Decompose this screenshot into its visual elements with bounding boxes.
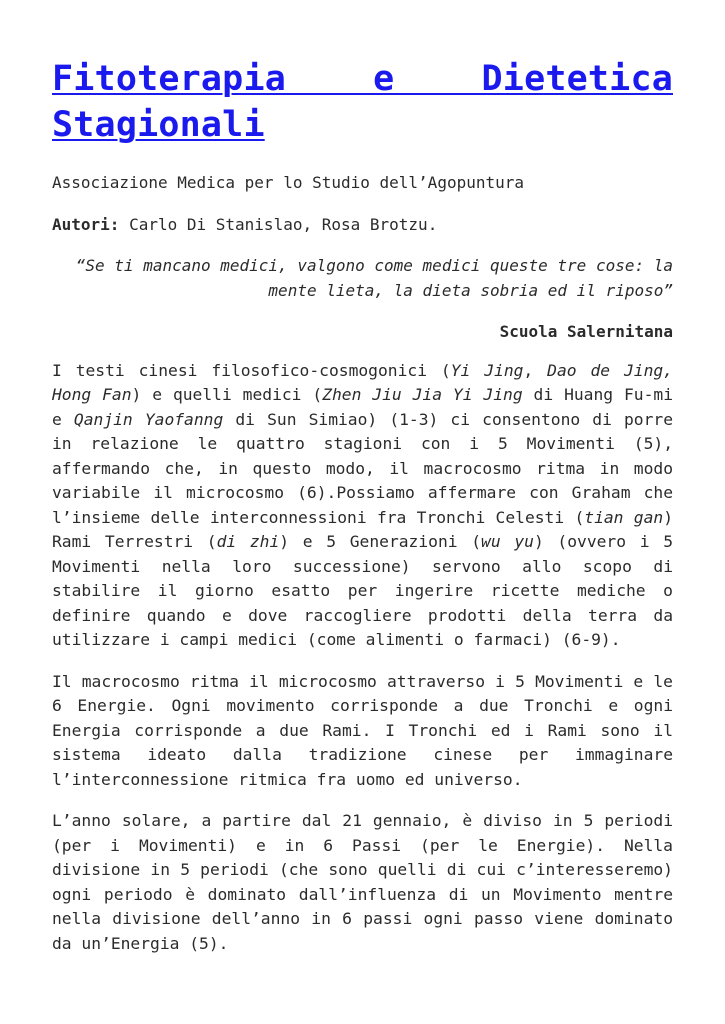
italic-term: wu yu (481, 532, 534, 551)
text-run: I testi cinesi filosofico-cosmogonici ( (52, 360, 451, 380)
text-run: ) (ovvero i 5 Movimenti nella loro successione) servono allo scopo di stabilire il giorno esatto per ingerire ricette mediche o definire quando e dove raccogliere prodotti della terra da utilizzare i campi medici (come alimenti o farmaci) (6-9). (52, 532, 673, 649)
text-run: ) e quelli medici ( (131, 385, 323, 404)
quote-line-1: “Se ti mancano medici, valgono come medici queste tre cose: la (75, 256, 673, 275)
quote-line-2: mente lieta, la dieta sobria ed il riposo” (268, 280, 673, 300)
organization-line: Associazione Medica per lo Studio dell’Agopuntura (52, 173, 525, 192)
epigraph-quote (52, 254, 673, 303)
authors-names: Carlo Di Stanislao, Rosa Brotzu. (119, 214, 438, 234)
title-link[interactable]: Fitoterapia e Dietetica Stagionali (52, 59, 673, 145)
text-run: di Sun Simiao) (1-3) ci consentono di porre in relazione le quattro stagioni con i 5 Movimenti (5), affermando che, in questo modo, il macrocosmo ritma in modo variabile il microcosmo (6).Possiamo affermare con Graham che l’insieme delle interconnessioni fra Tronchi Celesti ( (52, 409, 673, 527)
italic-term: di zhi (216, 532, 280, 551)
italic-term: Zhen Jiu Jia Yi Jing (322, 385, 523, 404)
body-paragraph-3: L’anno solare, a partire dal 21 gennaio, è diviso in 5 periodi (per i Movimenti) e in 6 Passi (per le Energie). Nella divisione in 5 periodi (che sono quelli di cui c’interesseremo) ogni periodo è dominato dall’influenza di un Movimento mentre nella divisione dell’anno in 6 passi ogni passo viene dominato da un’Energia (5). (52, 811, 673, 953)
italic-term: Dao de Jing, Hong Fan (52, 360, 673, 404)
body-paragraph-2: Il macrocosmo ritma il microcosmo attraverso i 5 Movimenti e le 6 Energie. Ogni movimento corrisponde a due Tronchi e ogni Energia corrisponde a due Rami. I Tronchi ed i Rami sono il sistema ideato dalla tradizione cinese per immaginare l’interconnessione ritmica fra uomo ed universo. (52, 671, 673, 789)
text-run: ) e 5 Generazioni ( (279, 532, 482, 551)
quote-source: Scuola Salernitana (499, 322, 673, 341)
italic-term: Yi Jing (450, 360, 524, 380)
body-paragraph-1 (52, 359, 673, 653)
authors-label: Autori: (52, 214, 120, 234)
page-title (52, 56, 673, 148)
text-run: ) Rami Terrestri ( (52, 507, 673, 551)
text-run: di Huang Fu-mi e (52, 385, 673, 429)
text-run: , (523, 360, 548, 380)
authors-line (52, 213, 673, 238)
italic-term: Qanjin Yaofanng (73, 409, 224, 429)
italic-term: tian gan (584, 507, 664, 527)
